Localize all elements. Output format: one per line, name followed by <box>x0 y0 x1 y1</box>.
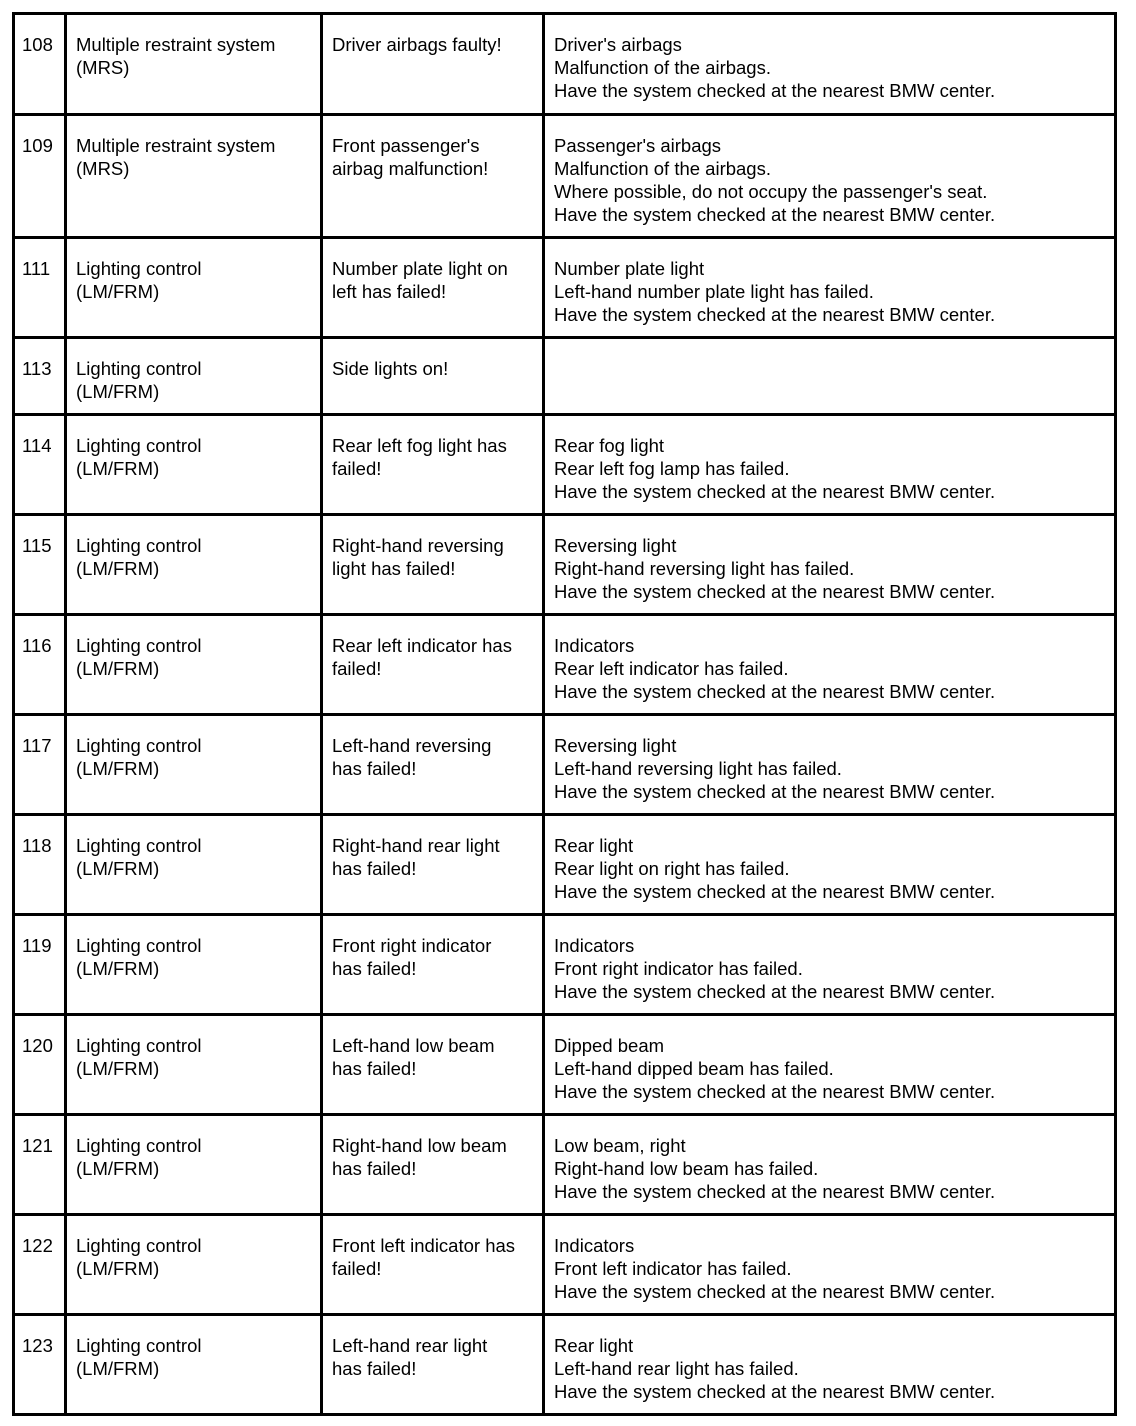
table-row <box>14 815 1116 915</box>
description-cell <box>544 415 1116 515</box>
description-cell-line: Malfunction of the airbags. <box>554 57 771 78</box>
system-cell-line: (LM/FRM) <box>76 558 160 579</box>
message-cell <box>322 715 544 815</box>
description-cell-line: Have the system checked at the nearest BMW center. <box>554 881 996 902</box>
message-cell <box>322 915 544 1015</box>
description-cell-line: Have the system checked at the nearest BMW center. <box>554 1181 996 1202</box>
message-cell <box>322 338 544 415</box>
description-cell-line: Have the system checked at the nearest BMW center. <box>554 1281 996 1302</box>
fault-code-cell <box>14 1315 66 1415</box>
system-cell-line: (MRS) <box>76 57 130 78</box>
system-cell-line: Lighting control <box>76 1035 202 1056</box>
message-cell-line: Left-hand rear light <box>332 1335 488 1356</box>
table-row <box>14 1015 1116 1115</box>
message-cell-line: has failed! <box>332 1358 417 1379</box>
system-cell-line: (LM/FRM) <box>76 658 160 679</box>
message-cell-line: airbag malfunction! <box>332 158 489 179</box>
table-row <box>14 415 1116 515</box>
fault-code: 111 <box>22 258 51 279</box>
fault-code: 108 <box>22 34 53 55</box>
fault-code-cell <box>14 615 66 715</box>
system-cell-line: (LM/FRM) <box>76 281 160 302</box>
system-cell <box>66 238 322 338</box>
message-cell-line: Front left indicator has <box>332 1235 516 1256</box>
system-cell-line: Multiple restraint system <box>76 135 276 156</box>
description-cell <box>544 1015 1116 1115</box>
fault-code-table <box>12 12 1117 1416</box>
description-cell <box>544 115 1116 238</box>
system-cell-line: (LM/FRM) <box>76 458 160 479</box>
description-cell-line: Have the system checked at the nearest BMW center. <box>554 981 996 1002</box>
description-cell-line: Have the system checked at the nearest BMW center. <box>554 581 996 602</box>
description-cell-line: Malfunction of the airbags. <box>554 158 771 179</box>
description-cell-line: Front left indicator has failed. <box>554 1258 792 1279</box>
system-cell-line: Lighting control <box>76 258 202 279</box>
table-row <box>14 338 1116 415</box>
fault-code-cell <box>14 515 66 615</box>
table-row <box>14 238 1116 338</box>
system-cell <box>66 515 322 615</box>
message-cell <box>322 238 544 338</box>
message-cell-line: Left-hand reversing <box>332 735 492 756</box>
table-row <box>14 14 1116 115</box>
system-cell-line: Lighting control <box>76 935 202 956</box>
message-cell <box>322 1315 544 1415</box>
description-cell-line: Reversing light <box>554 735 677 756</box>
message-cell-line: has failed! <box>332 1058 417 1079</box>
description-cell-line: Indicators <box>554 1235 635 1256</box>
fault-code: 115 <box>22 535 52 556</box>
system-cell-line: (LM/FRM) <box>76 1358 160 1379</box>
fault-code-cell <box>14 1115 66 1215</box>
message-cell <box>322 415 544 515</box>
system-cell-line: Lighting control <box>76 358 202 379</box>
fault-code: 121 <box>22 1135 53 1156</box>
description-cell-line: Have the system checked at the nearest BMW center. <box>554 681 996 702</box>
system-cell-line: (LM/FRM) <box>76 1158 160 1179</box>
description-cell-line: Driver's airbags <box>554 34 682 55</box>
system-cell <box>66 715 322 815</box>
fault-code-cell <box>14 715 66 815</box>
description-cell-line: Have the system checked at the nearest BMW center. <box>554 80 996 101</box>
fault-code: 118 <box>22 835 52 856</box>
description-cell <box>544 1115 1116 1215</box>
message-cell-line: failed! <box>332 1258 382 1279</box>
description-cell-line: Dipped beam <box>554 1035 665 1056</box>
fault-code-cell <box>14 14 66 115</box>
system-cell <box>66 815 322 915</box>
description-cell-line: Reversing light <box>554 535 677 556</box>
fault-code-cell <box>14 238 66 338</box>
message-cell-line: Front right indicator <box>332 935 492 956</box>
message-cell-line: has failed! <box>332 858 417 879</box>
system-cell <box>66 14 322 115</box>
fault-code: 122 <box>22 1235 53 1256</box>
table-row <box>14 515 1116 615</box>
message-cell <box>322 1215 544 1315</box>
fault-code: 109 <box>22 135 53 156</box>
message-cell-line: Rear left fog light has <box>332 435 507 456</box>
fault-code: 113 <box>22 358 52 379</box>
description-cell-line: Rear light on right has failed. <box>554 858 790 879</box>
description-cell-line: Rear light <box>554 835 634 856</box>
description-cell-line: Have the system checked at the nearest BMW center. <box>554 781 996 802</box>
fault-code-cell <box>14 815 66 915</box>
system-cell-line: (LM/FRM) <box>76 958 160 979</box>
description-cell-line: Rear light <box>554 1335 634 1356</box>
description-cell <box>544 1315 1116 1415</box>
table-row <box>14 115 1116 238</box>
description-cell-line: Have the system checked at the nearest BMW center. <box>554 204 996 225</box>
description-cell <box>544 515 1116 615</box>
system-cell-line: Multiple restraint system <box>76 34 276 55</box>
message-cell <box>322 115 544 238</box>
fault-code: 117 <box>22 735 52 756</box>
system-cell <box>66 115 322 238</box>
description-cell <box>544 14 1116 115</box>
description-cell-line: Right-hand low beam has failed. <box>554 1158 819 1179</box>
description-cell-line: Indicators <box>554 635 635 656</box>
system-cell-line: Lighting control <box>76 1135 202 1156</box>
message-cell-line: Driver airbags faulty! <box>332 34 502 55</box>
description-cell-line: Have the system checked at the nearest BMW center. <box>554 304 996 325</box>
message-cell-line: Side lights on! <box>332 358 449 379</box>
message-cell-line: has failed! <box>332 758 417 779</box>
message-cell-line: Right-hand rear light <box>332 835 500 856</box>
description-cell-line: Have the system checked at the nearest BMW center. <box>554 481 996 502</box>
system-cell-line: Lighting control <box>76 1235 202 1256</box>
description-cell <box>544 915 1116 1015</box>
description-cell-line: Left-hand reversing light has failed. <box>554 758 842 779</box>
description-cell-line: Rear fog light <box>554 435 665 456</box>
message-cell-line: Rear left indicator has <box>332 635 512 656</box>
fault-code: 114 <box>22 435 52 456</box>
description-cell-line: Have the system checked at the nearest BMW center. <box>554 1381 996 1402</box>
message-cell-line: has failed! <box>332 1158 417 1179</box>
system-cell-line: (LM/FRM) <box>76 758 160 779</box>
system-cell-line: (LM/FRM) <box>76 858 160 879</box>
table-row <box>14 615 1116 715</box>
fault-code-cell <box>14 915 66 1015</box>
description-cell-line: Indicators <box>554 935 635 956</box>
system-cell-line: Lighting control <box>76 1335 202 1356</box>
fault-code: 123 <box>22 1335 53 1356</box>
system-cell <box>66 1315 322 1415</box>
description-cell-line: Number plate light <box>554 258 705 279</box>
system-cell <box>66 615 322 715</box>
table-row <box>14 715 1116 815</box>
description-cell <box>544 815 1116 915</box>
system-cell-line: Lighting control <box>76 435 202 456</box>
description-cell <box>544 1215 1116 1315</box>
message-cell-line: Left-hand low beam <box>332 1035 495 1056</box>
fault-code-cell <box>14 415 66 515</box>
description-cell-line: Left-hand rear light has failed. <box>554 1358 799 1379</box>
message-cell-line: left has failed! <box>332 281 447 302</box>
message-cell-line: Right-hand reversing <box>332 535 504 556</box>
description-cell <box>544 238 1116 338</box>
system-cell-line: (MRS) <box>76 158 130 179</box>
description-cell-line: Low beam, right <box>554 1135 686 1156</box>
description-cell <box>544 715 1116 815</box>
message-cell <box>322 1115 544 1215</box>
table-row <box>14 1115 1116 1215</box>
description-cell-line: Passenger's airbags <box>554 135 722 156</box>
message-cell <box>322 815 544 915</box>
fault-code-cell <box>14 338 66 415</box>
message-cell <box>322 515 544 615</box>
fault-code-cell <box>14 115 66 238</box>
system-cell-line: (LM/FRM) <box>76 1058 160 1079</box>
description-cell <box>544 338 1116 415</box>
table-row <box>14 1215 1116 1315</box>
table-row <box>14 915 1116 1015</box>
fault-code: 119 <box>22 935 52 956</box>
table-row <box>14 1315 1116 1415</box>
system-cell-line: Lighting control <box>76 535 202 556</box>
message-cell-line: Right-hand low beam <box>332 1135 507 1156</box>
message-cell <box>322 615 544 715</box>
message-cell-line: failed! <box>332 458 382 479</box>
description-cell-line: Right-hand reversing light has failed. <box>554 558 855 579</box>
system-cell-line: Lighting control <box>76 635 202 656</box>
message-cell-line: has failed! <box>332 958 417 979</box>
system-cell <box>66 915 322 1015</box>
fault-code: 116 <box>22 635 52 656</box>
system-cell <box>66 415 322 515</box>
message-cell-line: light has failed! <box>332 558 456 579</box>
message-cell-line: failed! <box>332 658 382 679</box>
message-cell <box>322 1015 544 1115</box>
description-cell-line: Rear left indicator has failed. <box>554 658 789 679</box>
system-cell <box>66 1015 322 1115</box>
system-cell-line: (LM/FRM) <box>76 381 160 402</box>
system-cell <box>66 338 322 415</box>
description-cell-line: Have the system checked at the nearest BMW center. <box>554 1081 996 1102</box>
description-cell-line: Front right indicator has failed. <box>554 958 803 979</box>
system-cell <box>66 1115 322 1215</box>
description-cell-line: Left-hand number plate light has failed. <box>554 281 874 302</box>
message-cell-line: Front passenger's <box>332 135 480 156</box>
message-cell <box>322 14 544 115</box>
message-cell-line: Number plate light on <box>332 258 508 279</box>
fault-code: 120 <box>22 1035 53 1056</box>
description-cell-line: Rear left fog lamp has failed. <box>554 458 790 479</box>
fault-code-cell <box>14 1215 66 1315</box>
system-cell <box>66 1215 322 1315</box>
fault-code-cell <box>14 1015 66 1115</box>
system-cell-line: Lighting control <box>76 735 202 756</box>
system-cell-line: (LM/FRM) <box>76 1258 160 1279</box>
description-cell <box>544 615 1116 715</box>
description-cell-line: Where possible, do not occupy the passenger's seat. <box>554 181 988 202</box>
description-cell-line: Left-hand dipped beam has failed. <box>554 1058 834 1079</box>
system-cell-line: Lighting control <box>76 835 202 856</box>
fault-code-table-body <box>14 14 1116 1415</box>
